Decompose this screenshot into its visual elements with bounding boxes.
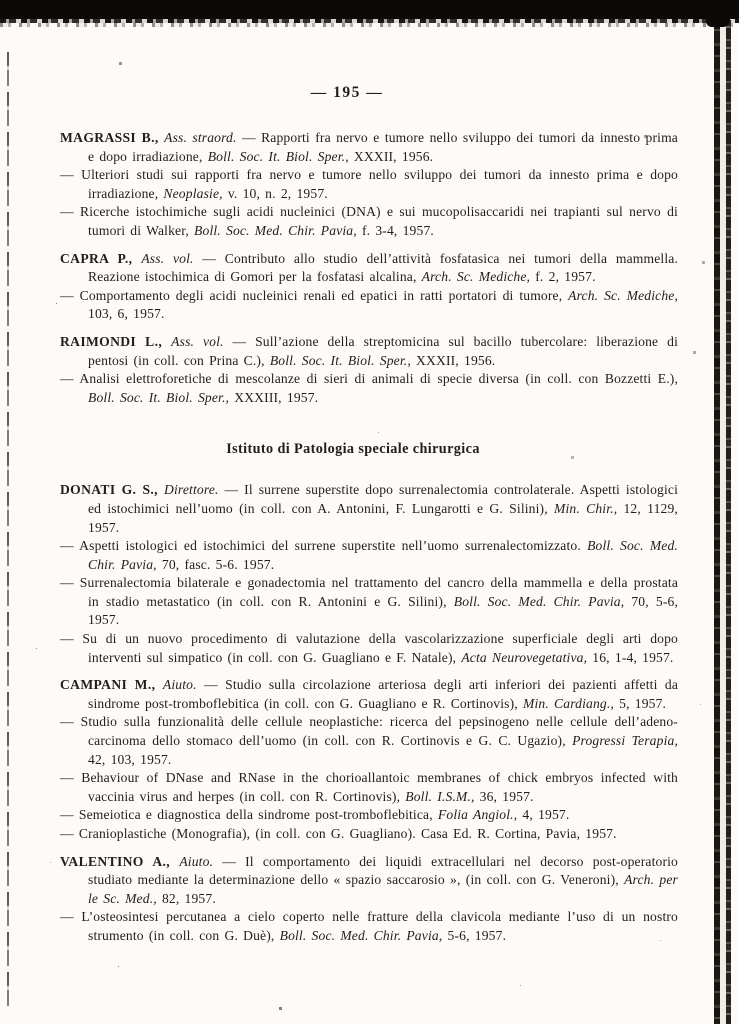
- italic-citation-text: Aiuto.: [179, 853, 214, 869]
- scan-top-band-ragged-edge-2: [0, 23, 739, 27]
- page-left-edge-line: [7, 52, 9, 1010]
- section-heading: Istituto di Patologia speciale chirurgica: [226, 441, 480, 458]
- italic-citation-text: Aiuto.: [162, 677, 197, 693]
- bibliography-entry: [60, 250, 678, 287]
- italic-citation-text: Folia Angiol.,: [437, 807, 518, 823]
- italic-citation-text: Arch. Sc. Mediche,: [568, 287, 678, 303]
- entry-text: v. 10, n. 2, 1957.: [222, 185, 328, 201]
- bibliography-entry: [60, 769, 678, 806]
- italic-citation-text: Boll. Soc. Med. Chir. Pavia,: [88, 538, 678, 572]
- scan-top-band: [0, 0, 739, 19]
- bibliography-entry: [60, 370, 678, 407]
- entry-text: — Semeiotica e diagnostica della sindrome post-tromboflebitica,: [60, 807, 438, 823]
- bibliography-entry: [60, 908, 678, 945]
- entry-text: 5-6, 1957.: [442, 927, 507, 943]
- author-entry-group: [60, 853, 678, 946]
- italic-citation-text: Ass. straord.: [164, 130, 237, 145]
- author-name: CAPRA P.,: [60, 250, 142, 266]
- italic-citation-text: Ass. vol.: [141, 250, 194, 266]
- entry-text: — Studio sulla circolazione arteriosa degli arti inferiori dei pazienti affetti da sindrome post-tromboflebitica (in coll. con G. Guagliano e R. Cortinovis),: [88, 677, 678, 711]
- italic-citation-text: Boll. Soc. It. Biol. Sper.,: [269, 352, 411, 368]
- entry-text: — Analisi elettroforetiche di mescolanze di sieri di animali di specie diversa (in coll. con Bozzetti E.),: [60, 371, 678, 387]
- entry-text: 70, fasc. 5-6. 1957.: [156, 556, 275, 572]
- bibliography-entry: [60, 166, 678, 203]
- entry-text: — Contributo allo studio dell’attività fosfatasica nei tumori della mammella. Reazione istochimica di Gomori per la fosfatasi alcalina,: [88, 250, 678, 285]
- bibliography-entry: [60, 630, 678, 667]
- entry-text: — Il surrene superstite dopo surrenalectomia controlaterale. Aspetti istologici ed istochimici nell’uomo (in coll. con A. Antonini, F. Lungarotti e G. Silini),: [88, 482, 678, 516]
- italic-citation-text: Acta Neurovegetativa,: [461, 649, 588, 665]
- italic-citation-text: Boll. Soc. It. Biol. Sper.,: [88, 389, 230, 405]
- entry-text: — Aspetti istologici ed istochimici del surrene superstite nell’uomo surrenalectomizzato.: [60, 538, 588, 554]
- bibliography: [60, 129, 678, 946]
- entry-text: — Il comportamento dei liquidi extracellulari nel decorso post-operatorio studiato mediante la determinazione dello « spazio saccarosio », (in coll. con G. Veneroni),: [88, 853, 679, 888]
- entry-text: — Sull’azione della streptomicina sul bacillo tubercolare: liberazione di pentosi (in coll. con Prina C.),: [88, 333, 679, 368]
- author-entry-group: [60, 481, 678, 667]
- entry-text: 42, 103, 1957.: [88, 751, 172, 767]
- bibliography-entry: [60, 806, 678, 825]
- bibliography-entry: [60, 333, 678, 370]
- entry-text: — Ulteriori studi sui rapporti fra nervo e tumore nello sviluppo dei tumori da innesto prima e dopo irradiazione,: [60, 167, 678, 201]
- entry-text: 36, 1957.: [474, 788, 534, 804]
- author-name: CAMPANI M.,: [60, 677, 163, 693]
- italic-citation-text: Boll. Soc. It. Biol. Sper.,: [207, 148, 349, 164]
- author-entry-group: [60, 129, 678, 241]
- scan-ink-blob: [706, 19, 730, 27]
- entry-text: — Ricerche istochimiche sugli acidi nucleinici (DNA) e sui mucopolisaccaridi nei trapianti sul nervo di tumori di Walker,: [60, 204, 678, 238]
- author-name: MAGRASSI B.,: [60, 130, 165, 145]
- entry-text: — Cranioplastiche (Monografia), (in coll. con G. Guagliano). Casa Ed. R. Cortina, Pavia, 1957.: [60, 826, 617, 841]
- bibliography-entry: [60, 825, 678, 844]
- italic-citation-text: Arch. per le Sc. Med.,: [88, 872, 678, 906]
- bibliography-entry: [60, 574, 678, 630]
- entry-text: — Behaviour of DNase and RNase in the chorioallantoic membranes of chick embryos infected with vaccinia virus and herpes (in coll. con R. Cortinovis),: [60, 770, 678, 804]
- entry-text: 12, 1129, 1957.: [88, 500, 678, 535]
- bibliography-entry: [60, 129, 678, 166]
- entry-text: f. 2, 1957.: [530, 269, 596, 285]
- bibliography-entry: [60, 713, 678, 769]
- entry-text: — Rapporti fra nervo e tumore nello sviluppo dei tumori da innesto prima e dopo irradiazione,: [88, 130, 678, 164]
- italic-citation-text: Boll. Soc. Med. Chir. Pavia,: [194, 222, 357, 238]
- author-entry-group: [60, 250, 678, 324]
- bibliography-entry: [60, 537, 678, 574]
- author-name: VALENTINO A.,: [60, 853, 180, 869]
- entry-text: XXXII, 1956.: [348, 148, 434, 164]
- bibliography-entry: [60, 287, 678, 324]
- entry-text: 70, 5-6, 1957.: [88, 593, 678, 628]
- entry-text: 4, 1957.: [517, 807, 570, 823]
- entry-text: XXXII, 1956.: [410, 352, 496, 368]
- entry-text: 16, 1-4, 1957.: [587, 649, 674, 665]
- entry-text: — Studio sulla funzionalità delle cellule neoplastiche: ricerca del pepsinogeno nelle cellule dell’adeno-carcinoma dello stomaco dell’uomo (in coll. con R. Cortinovis e G. C. Ugazio),: [60, 714, 678, 749]
- italic-citation-text: Boll. I.S.M.,: [405, 788, 475, 804]
- italic-citation-text: Direttore.: [164, 482, 219, 498]
- entry-text: 82, 1957.: [156, 890, 216, 906]
- author-entry-group: [60, 676, 678, 843]
- book-spine-line-1: [714, 20, 720, 1024]
- entry-text: — Surrenalectomia bilaterale e gonadectomia nel trattamento del cancro della mammella e della prostata in stadio metastatico (in coll. con R. Antonini e G. Silini),: [60, 575, 678, 609]
- author-name: RAIMONDI L.,: [60, 333, 172, 349]
- bibliography-entry: [60, 676, 678, 713]
- author-name: DONATI G. S.,: [60, 482, 165, 498]
- italic-citation-text: Ass. vol.: [171, 333, 224, 349]
- author-entry-group: [60, 333, 678, 407]
- italic-citation-text: Min. Chir.,: [554, 500, 618, 516]
- entry-text: — L’osteosintesi percutanea a cielo coperto nelle fratture della clavicola mediante l’uso di un nostro strumento (in coll. con G. Duè),: [60, 909, 678, 943]
- entry-text: XXXIII, 1957.: [229, 389, 319, 405]
- entry-text: 5, 1957.: [613, 695, 667, 711]
- entry-text: f. 3-4, 1957.: [356, 222, 434, 238]
- italic-citation-text: Boll. Soc. Med. Chir. Pavia,: [279, 927, 443, 943]
- entry-text: — Comportamento degli acidi nucleinici renali ed epatici in ratti portatori di tumore,: [60, 287, 569, 303]
- italic-citation-text: Min. Cardiang.,: [523, 695, 614, 711]
- italic-citation-text: Boll. Soc. Med. Chir. Pavia,: [453, 593, 625, 609]
- scanned-page: [60, 84, 678, 955]
- page-number: — 195 —: [310, 84, 384, 101]
- bibliography-entry: [60, 853, 678, 909]
- italic-citation-text: Progressi Terapia,: [572, 733, 678, 749]
- italic-citation-text: Arch. Sc. Mediche,: [421, 269, 531, 285]
- bibliography-entry: [60, 203, 678, 240]
- entry-text: — Su di un nuovo procedimento di valutazione della vascolarizzazione superficiale degli arti dopo interventi sul simpatico (in coll. con G. Guagliano e F. Natale),: [60, 631, 678, 665]
- book-spine-line-2: [726, 20, 731, 1024]
- bibliography-entry: [60, 481, 678, 537]
- italic-citation-text: Neoplasie,: [163, 185, 223, 201]
- entry-text: 103, 6, 1957.: [88, 306, 165, 322]
